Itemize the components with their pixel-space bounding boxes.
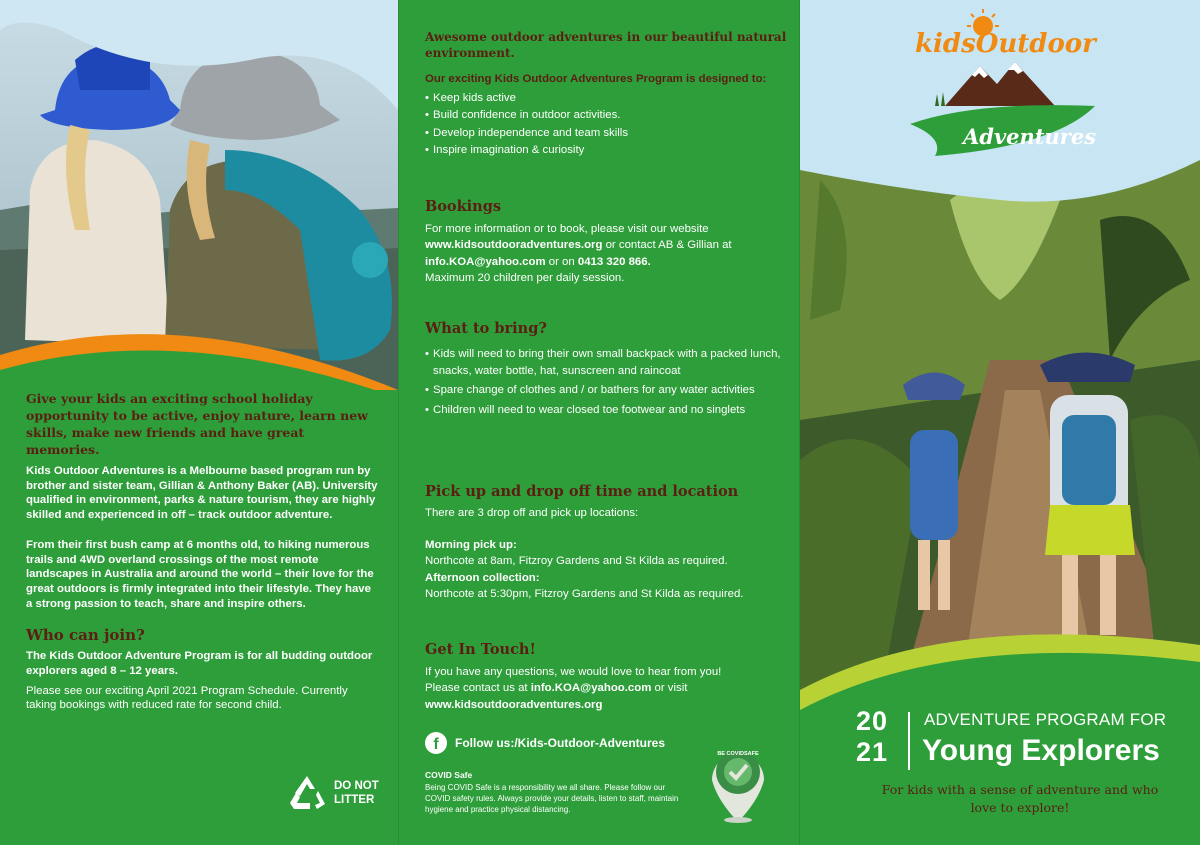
cover-tagline: For kids with a sense of adventure and who love to explore! [881,782,1159,815]
intro-text-block [26,390,378,713]
recycle-icon [286,773,328,813]
pickup-heading: Pick up and drop off time and location [425,483,739,500]
contact-email-link[interactable]: info.KOA@yahoo.com [530,682,652,695]
covid-safe-badge-icon [707,740,769,824]
phone-number[interactable]: 0413 320 866. [577,255,651,268]
what-to-bring-heading: What to bring? [425,320,547,337]
year-top: 20 [856,706,889,736]
lead-headline: Give your kids an exciting school holiday opportunity to be active, enjoy nature, learn new skills, make new friends and have great memories. [26,391,368,457]
litter-line-1: DO NOT [334,780,379,792]
bookings-intro: For more information or to book, please visit our website [425,223,709,235]
max-children-note: Maximum 20 children per daily session. [425,272,625,285]
morning-text: Northcote at 8am, Fitzroy Gardens and St Kilda as required. [425,555,728,568]
year-bottom: 21 [856,737,889,767]
badge-text: BE COVIDSAFE [717,751,759,757]
follow-us-text: Follow us:/Kids-Outdoor-Adventures [455,736,665,750]
hikers-photo [0,0,398,390]
program-for-label: ADVENTURE PROGRAM FOR [924,710,1167,729]
program-intro [425,30,791,160]
goal-item: • Build confidence in outdoor activities. [425,107,791,125]
bookings-heading: Bookings [425,198,501,215]
what-to-bring-list [425,346,791,421]
bring-item: • Kids will need to bring their own small backpack with a packed lunch, snacks, water bottle, hat, sunscreen and raincoat [425,346,791,379]
follow-us-link[interactable] [425,732,665,754]
covid-title: COVID Safe [425,770,473,780]
intro-title: Awesome outdoor adventures in our beautiful natural environment. [425,30,787,60]
website-link[interactable]: www.kidsoutdooradventures.org [425,239,603,252]
schedule-text: Please see our exciting April 2021 Program Schedule. Currently taking bookings with reduced rate for second child. [26,684,348,712]
kids-outdoor-adventures-logo [905,6,1105,164]
afternoon-text: Northcote at 5:30pm, Fitzroy Gardens and St Kilda as required. [425,588,744,601]
get-in-touch-heading: Get In Touch! [425,641,536,658]
bookings-or-text: or on [545,255,578,268]
pickup-intro: There are 3 drop off and pick up locations: [425,507,639,519]
contact-text [425,664,791,713]
contact-website-link[interactable]: www.kidsoutdooradventures.org [425,698,603,711]
pickup-details [425,537,791,603]
who-can-join-text: The Kids Outdoor Adventure Program is for all budding outdoor explorers aged 8 – 12 years. [26,650,373,677]
who-can-join-section [26,626,378,712]
goal-item: • Develop independence and team skills [425,125,791,143]
history-paragraph: From their first bush camp at 6 months old, to hiking numerous trails and 4WD overland crossings of the most remote landscapes in Australia and around the world – their love for the great outdoors is firmly integrated into their lifestyle. They have a strong passion to teach, share and inspire others. [26,538,374,610]
cover-panel [800,0,1200,845]
bring-item: • Spare change of clothes and / or bathers for any water activities [425,382,791,399]
contact-line-1: If you have any questions, we would love to hear from you! [425,666,722,678]
intro-subtitle: Our exciting Kids Outdoor Adventures Program is designed to: [425,73,767,85]
email-link[interactable]: info.KOA@yahoo.com [425,255,546,268]
year-block [856,706,888,768]
do-not-litter-badge [286,773,379,813]
morning-label: Morning pick up: [425,539,517,551]
goal-item: • Keep kids active [425,90,791,108]
litter-line-2: LITTER [334,794,375,806]
contact-or-text: or visit [651,682,688,695]
left-panel [0,0,398,845]
logo-top-text: kidsOutdoor [915,29,1096,59]
covid-safe-notice [425,770,680,816]
afternoon-label: Afternoon collection: [425,571,540,584]
logo-bottom-text: Adventures [963,124,1097,149]
contact-intro: Please contact us at [425,682,531,695]
bookings-contact-text: or contact AB & Gillian at [602,239,732,252]
who-can-join-heading: Who can join? [26,626,145,645]
covid-body: Being COVID Safe is a responsibility we all share. Please follow our COVID safety rules. Always provide your details, listen to staff, maintain hygiene and practice physical distancing. [425,783,679,815]
facebook-icon: f [425,732,447,754]
middle-panel [398,0,800,845]
goal-item: • Inspire imagination & curiosity [425,142,791,160]
about-paragraph: Kids Outdoor Adventures is a Melbourne based program run by brother and sister team, Gillian & Anthony Baker (AB). University qualified in environment, parks & nature tourism, they are highly skilled and experienced in off – track outdoor adventure. [26,465,378,522]
bookings-text [425,221,791,287]
program-goals-list [425,90,791,160]
cover-title: Young Explorers [922,734,1160,767]
title-divider [908,712,910,770]
bring-item: • Children will need to wear closed toe footwear and no singlets [425,402,791,419]
